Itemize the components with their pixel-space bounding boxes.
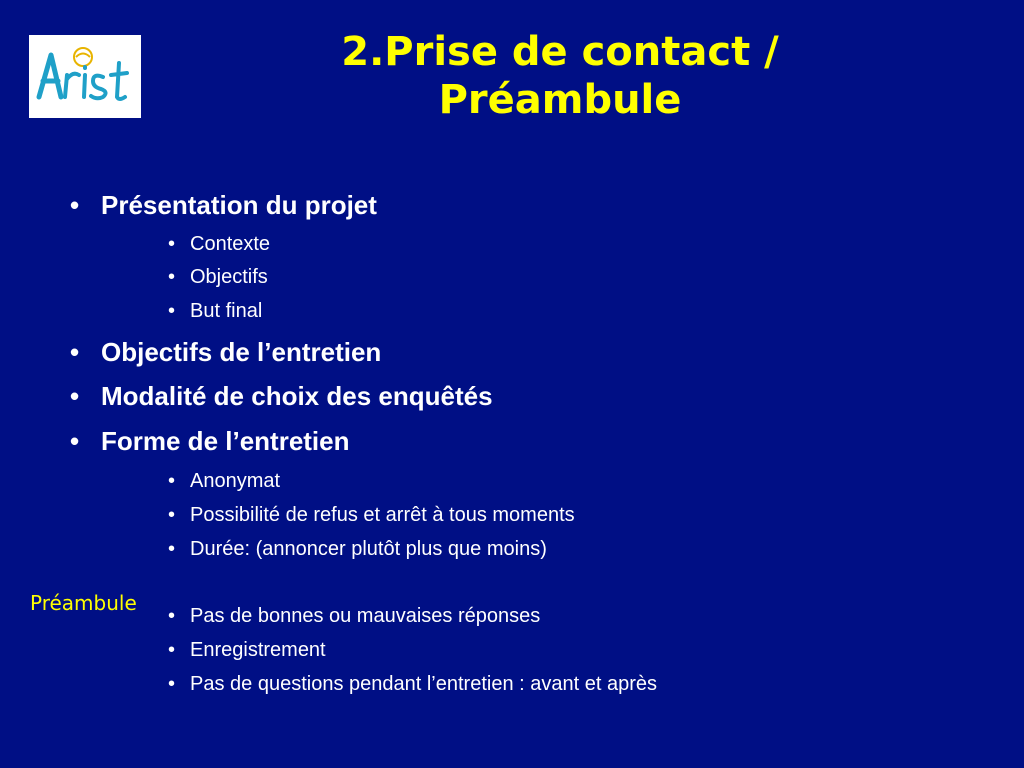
sub-bullet-icon: • <box>168 605 176 627</box>
sub-bullet-icon: • <box>168 673 176 695</box>
sub-bullet-text: Enregistrement <box>190 639 326 661</box>
sub-bullet-icon: • <box>168 470 176 492</box>
bullet-text: Modalité de choix des enquêtés <box>101 381 493 411</box>
sub-bullet-text: Possibilité de refus et arrêt à tous moments <box>190 504 575 526</box>
sub-bullet-text: Contexte <box>190 233 271 255</box>
sub-bullet-icon: • <box>168 266 176 288</box>
sub-bullet-icon: • <box>168 504 176 526</box>
sub-bullet-icon: • <box>168 639 176 661</box>
slide-title-line1: 2.Prise de contact / <box>341 29 779 75</box>
sub-bullet-text: Anonymat <box>190 470 281 492</box>
slide-title-line2: Préambule <box>438 77 682 123</box>
sub-bullet-icon: • <box>168 233 176 255</box>
sub-bullet-text: Objectifs <box>190 266 268 288</box>
bullet-icon: • <box>70 381 80 411</box>
sub-bullet-text: But final <box>190 300 263 322</box>
bullet-icon: • <box>70 426 80 456</box>
sub-bullet-text: Pas de questions pendant l’entretien : avant et après <box>190 673 657 695</box>
bullet-text: Objectifs de l’entretien <box>101 337 382 367</box>
bullet-icon: • <box>70 337 80 367</box>
bullet-text: Présentation du projet <box>101 190 377 220</box>
bullet-text: Forme de l’entretien <box>101 426 350 456</box>
preambule-label: Préambule <box>30 591 137 615</box>
sub-bullet-text: Durée: (annoncer plutôt plus que moins) <box>190 538 547 560</box>
sub-bullet-icon: • <box>168 538 176 560</box>
sub-bullet-text: Pas de bonnes ou mauvaises réponses <box>190 605 541 627</box>
bullet-icon: • <box>70 190 80 220</box>
sub-bullet-icon: • <box>168 300 176 322</box>
